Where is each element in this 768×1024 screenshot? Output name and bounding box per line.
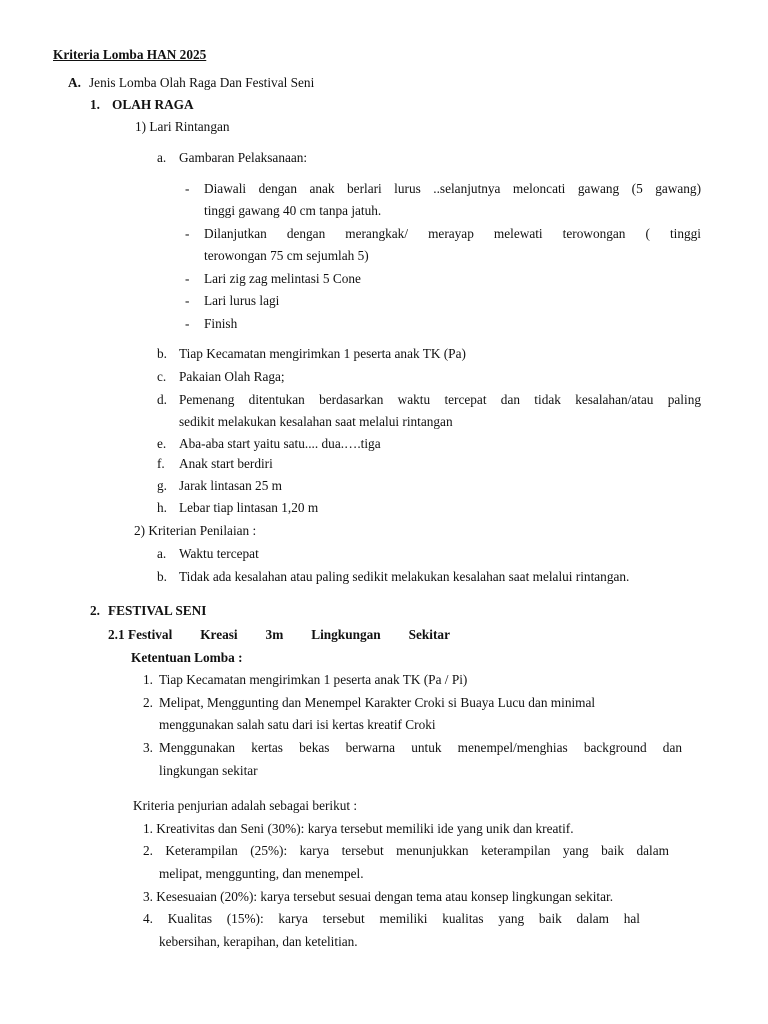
dash-bullet: - [185,271,190,286]
subheading-word: Lingkungan [311,627,381,642]
festival-heading: FESTIVAL SENI [108,603,207,618]
step-5: Finish [204,316,238,331]
ketentuan-3-line-2: lingkungan sekitar [159,763,258,778]
list-marker: b. [157,346,167,361]
kriteria-1: 1. Kreativitas dan Seni (30%): karya tersebut memiliki ide yang unik dan kreatif. [143,821,574,836]
step-2-line-1: Dilanjutkan dengan merangkak/ merayap melewati terowongan ( tinggi [204,226,701,241]
list-marker: 1. [143,672,153,687]
rule-h: Lebar tiap lintasan 1,20 m [179,500,319,515]
list-marker: 2. [143,695,153,710]
step-3: Lari zig zag melintasi 5 Cone [204,271,361,286]
section-a-marker: A. [68,75,81,90]
list-marker: d. [157,392,167,407]
rule-g: Jarak lintasan 25 m [179,478,283,493]
step-4: Lari lurus lagi [204,293,280,308]
kriteria-3: 3. Kesesuaian (20%): karya tersebut sesuai dengan tema atau konsep lingkungan sekitar. [143,889,614,904]
ketentuan-1: Tiap Kecamatan mengirimkan 1 peserta anak TK (Pa / Pi) [159,672,468,687]
list-marker: a. [157,150,167,165]
dash-bullet: - [185,226,190,241]
dash-bullet: - [185,316,190,331]
dash-bullet: - [185,293,190,308]
gambaran-label: Gambaran Pelaksanaan: [179,150,308,165]
step-2-line-2: terowongan 75 cm sejumlah 5) [204,248,369,263]
ketentuan-3-line-1: Menggunakan kertas bekas berwarna untuk menempel/menghias background dan [159,740,682,755]
kriteria-2-line-1: 2. Keterampilan (25%): karya tersebut menunjukkan keterampilan yang baik dalam [143,843,669,858]
list-marker: a. [157,546,167,561]
list-marker: 3. [143,740,153,755]
kriterian-penilaian-item: 2) Kriterian Penilaian : [134,523,257,538]
dash-bullet: - [185,181,190,196]
ketentuan-2-line-1: Melipat, Menggunting dan Menempel Karakter Croki si Buaya Lucu dan minimal [159,695,596,710]
subheading-word: Sekitar [408,627,450,642]
step-1-line-2: tinggi gawang 40 cm tanpa jatuh. [204,203,382,218]
olahraga-heading: OLAH RAGA [112,97,194,112]
rule-e: Aba-aba start yaitu satu.... dua.….tiga [179,436,381,451]
step-1-line-1: Diawali dengan anak berlari lurus ..selanjutnya meloncati gawang (5 gawang) [204,181,701,196]
rule-b: Tiap Kecamatan mengirimkan 1 peserta anak TK (Pa) [179,346,466,361]
lari-rintangan-item: 1) Lari Rintangan [135,119,230,134]
rule-c: Pakaian Olah Raga; [179,369,285,384]
kriteria-label: Kriteria penjurian adalah sebagai berikut : [133,798,358,813]
rule-d-line-2: sedikit melakukan kesalahan saat melalui rintangan [179,414,453,429]
list-marker: e. [157,436,167,451]
ketentuan-2-line-2: menggunakan salah satu dari isi kertas kreatif Croki [159,717,436,732]
subheading-word: 2.1 Festival [108,627,173,642]
ketentuan-label: Ketentuan Lomba : [131,650,243,665]
rule-d-line-1: Pemenang ditentukan berdasarkan waktu tercepat dan tidak kesalahan/atau paling [179,392,701,407]
document-title: Kriteria Lomba HAN 2025 [53,47,207,62]
list-marker: g. [157,478,167,493]
criteria-a: Waktu tercepat [179,546,259,561]
rule-f: Anak start berdiri [179,456,273,471]
festival-subheading [108,627,450,643]
kriteria-2-line-2: melipat, menggunting, dan menempel. [159,866,364,881]
list-marker: c. [157,369,167,384]
section-a-heading: Jenis Lomba Olah Raga Dan Festival Seni [89,75,315,90]
subheading-word: 3m [265,627,284,642]
subheading-word: Kreasi [200,627,238,642]
list-marker: f. [157,456,165,471]
festival-marker: 2. [90,603,100,618]
kriteria-4-line-1: 4. Kualitas (15%): karya tersebut memiliki kualitas yang baik dalam hal [143,911,640,926]
criteria-b: Tidak ada kesalahan atau paling sedikit melakukan kesalahan saat melalui rintangan. [179,569,630,584]
olahraga-marker: 1. [90,97,100,112]
kriteria-4-line-2: kebersihan, kerapihan, dan ketelitian. [159,934,358,949]
list-marker: h. [157,500,167,515]
list-marker: b. [157,569,167,584]
